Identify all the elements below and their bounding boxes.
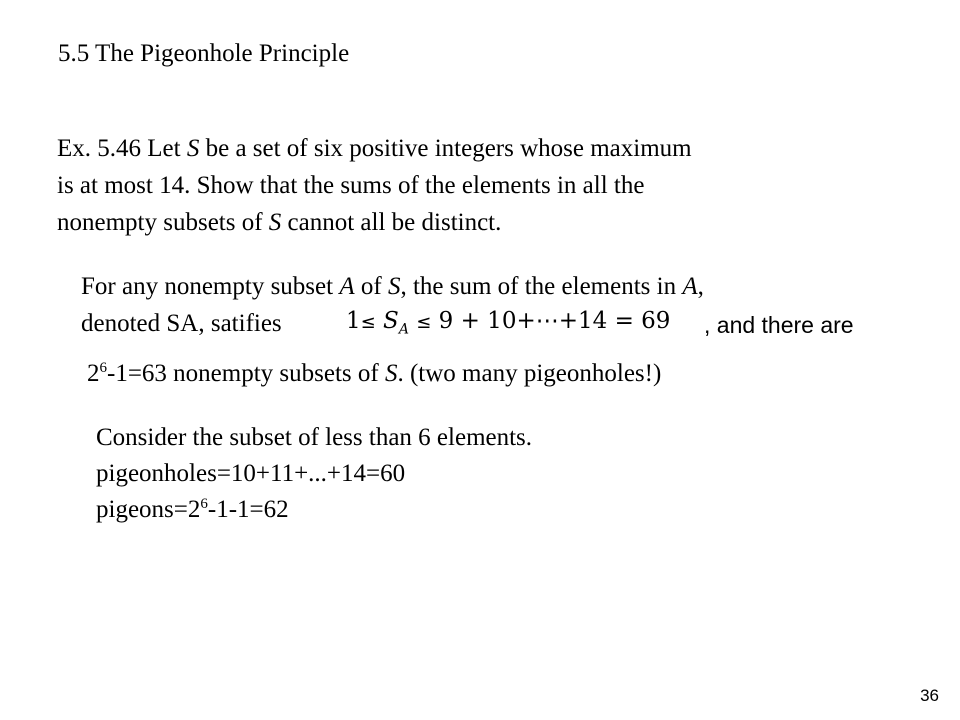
subset-count-line	[87, 360, 661, 388]
sum-subscript: A	[398, 321, 409, 338]
less-equal-symbol: ≤	[416, 312, 432, 333]
proof-text: ,	[697, 273, 704, 300]
pigeons-text: -1-1=62	[207, 496, 289, 523]
example-line-1	[57, 130, 692, 167]
set-symbol: S	[268, 209, 282, 236]
page-number: 36	[920, 686, 939, 705]
set-symbol: S	[387, 273, 401, 300]
example-statement	[57, 130, 692, 241]
subset-symbol: A	[339, 273, 355, 300]
pigeons-exponent: 6	[200, 496, 208, 512]
example-line-1-text: be a set of six positive integers whose maximum	[199, 135, 692, 162]
proof-text: of	[354, 273, 388, 300]
proof-line-1	[81, 268, 704, 305]
subset-symbol: A	[682, 273, 698, 300]
less-equal-symbol: ≤	[360, 312, 376, 333]
proof-tail: , and there are	[704, 312, 854, 338]
proof-text: , the sum of the elements in	[400, 273, 683, 300]
pigeons-text: pigeons=2	[96, 496, 201, 523]
count-text: . (two many pigeonholes!)	[397, 360, 662, 387]
pigeonholes-line: pigeonholes=10+11+...+14=60	[96, 460, 406, 487]
set-symbol: S	[186, 135, 200, 162]
sum-symbol: S	[383, 308, 399, 334]
example-line-3-text-b: cannot all be distinct.	[281, 209, 502, 236]
formula-lower-bound: 1	[346, 308, 361, 334]
consider-block	[96, 420, 532, 528]
example-line-2: is at most 14. Show that the sums of the elements in all the	[57, 172, 645, 199]
count-base: 2	[87, 360, 100, 387]
example-line-3	[57, 204, 692, 241]
count-text: -1=63 nonempty subsets of	[107, 360, 385, 387]
pigeons-line	[96, 492, 532, 528]
slide-title: 5.5 The Pigeonhole Principle	[58, 40, 350, 67]
example-label: Ex. 5.46 Let	[57, 135, 187, 162]
inequality-formula	[346, 308, 670, 338]
set-symbol: S	[384, 360, 398, 387]
consider-line-1: Consider the subset of less than 6 elements.	[96, 424, 533, 451]
proof-text: For any nonempty subset	[81, 273, 340, 300]
formula-rhs: 9 + 10+⋯+14 = 69	[438, 308, 671, 334]
example-line-3-text-a: nonempty subsets of	[57, 209, 269, 236]
proof-line-2: denoted SA, satifies	[81, 310, 282, 337]
count-exponent: 6	[99, 360, 107, 376]
